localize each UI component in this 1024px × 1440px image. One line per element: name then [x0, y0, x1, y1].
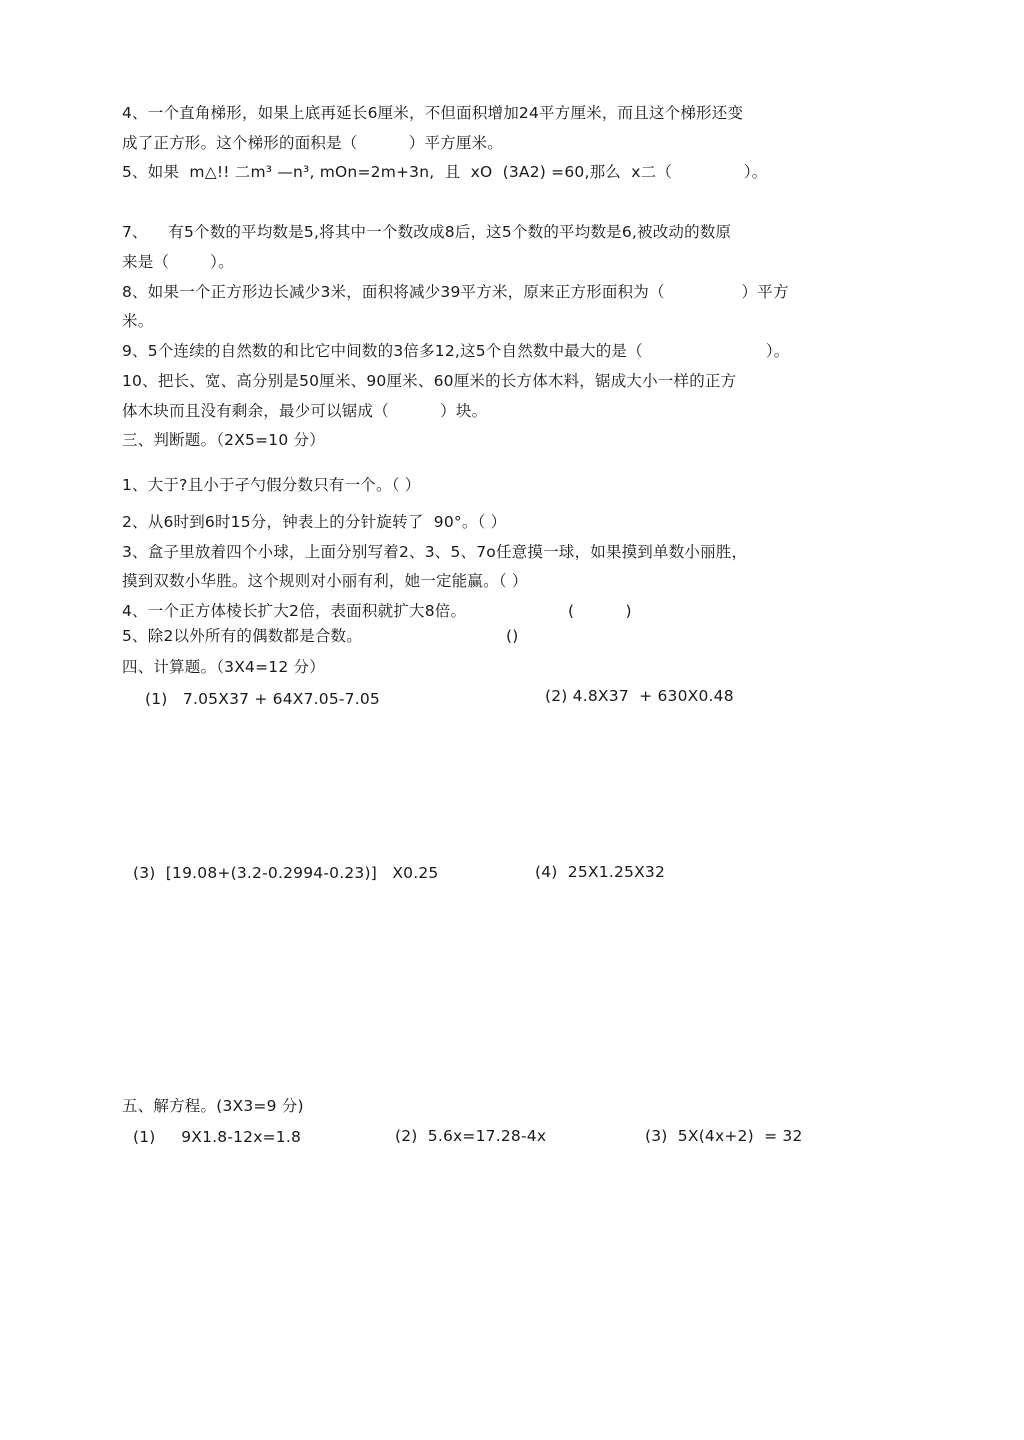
- judge-item-5: 5、除2以外所有的偶数都是合数。: [122, 627, 362, 645]
- question-10-line-2: 体木块而且没有剩余，最少可以锯成（ ）块。: [122, 402, 488, 420]
- equation-2: (2) 5.6x=17.28-4x: [395, 1127, 547, 1145]
- equation-section-heading: 五、解方程。(3X3=9 分): [122, 1097, 304, 1115]
- question-4-line-1: 4、一个直角梯形，如果上底再延长6厘米，不但面积增加24平方厘米，而且这个梯形还变: [122, 104, 744, 122]
- judge-item-3-line-2: 摸到双数小华胜。这个规则对小丽有利，她一定能赢。（ ）: [122, 572, 528, 590]
- calc-section-heading: 四、计算题。（3X4=12 分）: [122, 658, 325, 676]
- calc-problem-1: (1) 7.05X37 + 64X7.05-7.05: [145, 690, 380, 708]
- judge-item-5-answer-blank: (): [506, 627, 519, 645]
- equation-3: (3) 5X(4x+2) = 32: [645, 1127, 803, 1145]
- calc-problem-2: (2) 4.8X37 + 630X0.48: [545, 687, 734, 705]
- question-7-line-1: 7、 有5个数的平均数是5,将其中一个数改成8后，这5个数的平均数是6,被改动的数原: [122, 223, 732, 241]
- judge-item-4: 4、一个正方体棱长扩大2倍，表面积就扩大8倍。: [122, 602, 467, 620]
- question-5: 5、如果 m△!! 二m³ —n³, mOn=2m+3n, 且 xO (3A2) =60,那么 x二（ ）。: [122, 163, 768, 181]
- judge-section-heading: 三、判断题。（2X5=10 分）: [122, 431, 325, 449]
- calc-problem-4: (4) 25X1.25X32: [535, 863, 666, 881]
- question-7-line-2: 来是（ ）。: [122, 253, 234, 271]
- question-4-line-2: 成了正方形。这个梯形的面积是（ ）平方厘米。: [122, 134, 503, 152]
- calc-problem-3: (3) [19.08+(3.2-0.2994-0.23)] X0.25: [133, 864, 439, 882]
- question-8-line-2: 米。: [122, 312, 154, 330]
- judge-item-4-answer-blank: ( ): [568, 602, 632, 620]
- judge-item-2: 2、从6时到6时15分，钟表上的分针旋转了 90°。（ ）: [122, 513, 507, 531]
- judge-item-3-line-1: 3、盒子里放着四个小球，上面分别写着2、3、5、7o任意摸一球，如果摸到单数小丽胜，: [122, 543, 748, 561]
- judge-item-1: 1、大于?且小于孑勺假分数只有一个。（ ）: [122, 476, 421, 494]
- question-9: 9、5个连续的自然数的和比它中间数的3倍多12,这5个自然数中最大的是（ ）。: [122, 342, 790, 360]
- question-8-line-1: 8、如果一个正方形边长减少3米，面积将减少39平方米，原来正方形面积为（ ）平方: [122, 283, 789, 301]
- question-10-line-1: 10、把长、宽、高分别是50厘米、90厘米、60厘米的长方体木料，锯成大小一样的正方: [122, 372, 737, 390]
- equation-1: (1) 9X1.8-12x=1.8: [133, 1128, 302, 1146]
